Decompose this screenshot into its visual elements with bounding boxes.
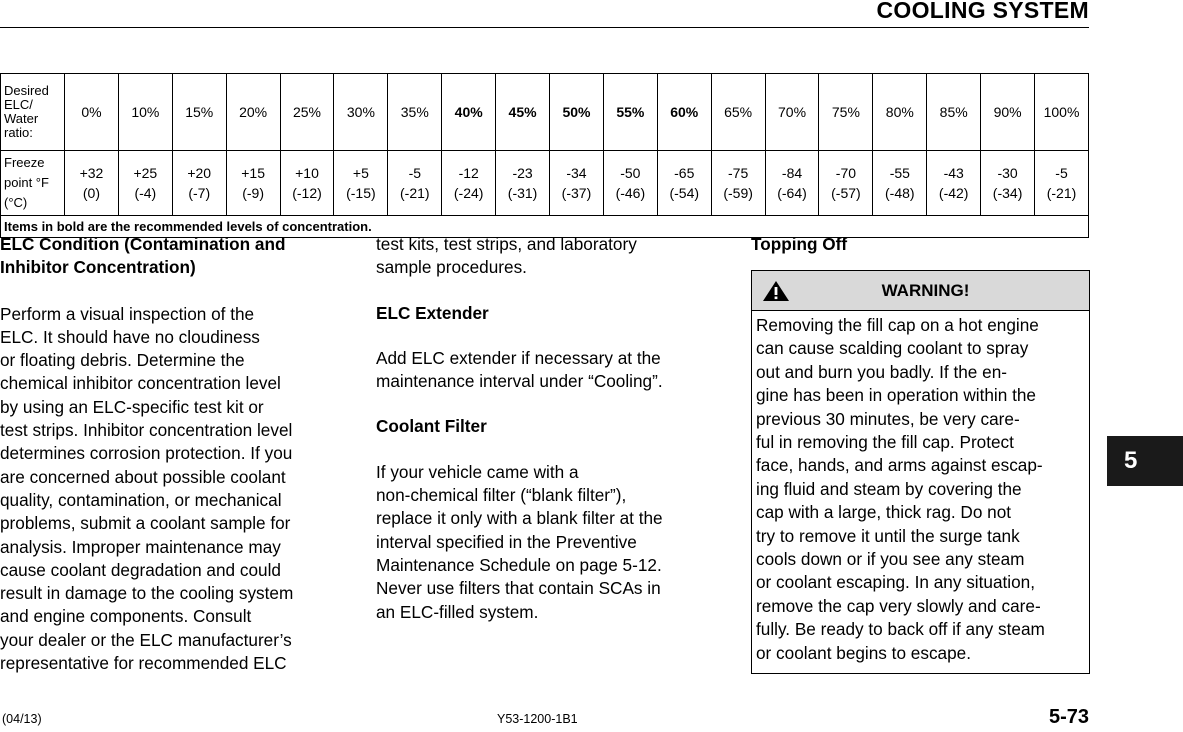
text-line: problems, submit a coolant sample for (0, 513, 291, 534)
freeze-point-cell (711, 151, 765, 216)
column-topping-off (751, 233, 1091, 256)
concentration-cell: 10% (118, 74, 172, 151)
text-line: maintenance interval under “Cooling”. (376, 371, 663, 392)
section-heading-coolant-filter: Coolant Filter (376, 416, 487, 437)
text-line: are concerned about possible coolant (0, 466, 286, 487)
concentration-cell: 80% (873, 74, 927, 151)
freeze-f-value: +32 (79, 165, 104, 181)
warning-body (752, 311, 1089, 665)
freeze-point-cell (118, 151, 172, 216)
freeze-f-value: -12 (458, 165, 479, 181)
coolant-filter-body (376, 461, 721, 624)
text-line: Maintenance Schedule on page 5-12. (376, 554, 662, 575)
freeze-point-cell (927, 151, 981, 216)
freeze-label-line: Freeze (4, 155, 45, 170)
freeze-f-value: +10 (295, 165, 319, 181)
text-line: Removing the fill cap on a hot engine (756, 315, 1039, 335)
freeze-c-value: (0) (82, 185, 100, 201)
freeze-point-cell (65, 151, 119, 216)
section-heading-elc-condition (0, 233, 345, 280)
freeze-point-cell (1035, 151, 1089, 216)
freeze-c-value: (-54) (669, 185, 700, 201)
ratio-label-line: Desired (4, 83, 49, 98)
freeze-point-cell (550, 151, 604, 216)
concentration-cell: 0% (65, 74, 119, 151)
freeze-row-label (1, 151, 65, 216)
freeze-point-cell (981, 151, 1035, 216)
warning-box (751, 270, 1090, 674)
text-line: your dealer or the ELC manufacturer’s (0, 629, 292, 650)
text-line: ful in removing the fill cap. Protect (756, 432, 1014, 453)
freeze-f-value: -43 (943, 165, 964, 181)
freeze-c-value: (-21) (400, 185, 430, 201)
page-title: COOLING SYSTEM (876, 0, 1089, 23)
freeze-f-value: +20 (187, 165, 212, 181)
page-number: 5-73 (1048, 706, 1089, 728)
warning-label: WARNING! (881, 281, 970, 300)
concentration-cell: 85% (927, 74, 981, 151)
text-line: result in damage to the cooling system (0, 583, 294, 604)
heading-line: ELC Condition (Contamination and (0, 234, 286, 254)
text-line: ELC. It should have no cloudiness (0, 326, 260, 347)
freeze-c-value: (-31) (507, 185, 538, 201)
concentration-cell: 100% (1035, 74, 1089, 151)
freeze-point-cell (388, 151, 442, 216)
freeze-f-value: -23 (512, 165, 533, 181)
freeze-f-value: -5 (1055, 165, 1068, 181)
freeze-f-value: -65 (674, 165, 695, 181)
text-line: or coolant escaping. In any situation, (756, 572, 1035, 593)
freeze-f-value: +5 (352, 165, 369, 181)
ratio-label-line: ELC/ (4, 97, 33, 112)
warning-header (752, 271, 1089, 311)
text-line: try to remove it until the surge tank (756, 525, 1020, 546)
freeze-f-value: -70 (835, 165, 857, 181)
freeze-point-cell (765, 151, 819, 216)
text-line: non-chemical filter (“blank filter”), (376, 485, 627, 506)
freeze-c-value: (-7) (188, 185, 211, 201)
text-line: If your vehicle came with a (376, 461, 579, 482)
ratio-row-label (1, 74, 65, 151)
freeze-point-cell (496, 151, 550, 216)
ratio-label-line: Water (4, 111, 39, 126)
freeze-f-value: +25 (133, 165, 158, 181)
freeze-c-value: (-4) (134, 185, 157, 201)
freeze-c-value: (-9) (242, 185, 264, 201)
concentration-cell: 35% (388, 74, 442, 151)
column-elc-condition (0, 233, 345, 675)
text-line: determines corrosion protection. If you (0, 443, 293, 464)
freeze-c-value: (-57) (831, 185, 861, 201)
table-note: Items in bold are the recommended levels of concentration. (1, 216, 1089, 238)
footer-doc-number: Y53-1200-1B1 (497, 712, 578, 726)
freeze-label-line: point °F (4, 175, 49, 190)
text-line: ing fluid and steam by covering the (756, 478, 1022, 499)
concentration-cell: 25% (280, 74, 334, 151)
text-line: or floating debris. Determine the (0, 350, 245, 371)
text-line: by using an ELC-specific test kit or (0, 396, 264, 417)
freeze-point-cell (442, 151, 496, 216)
text-line: gine has been in operation within the (756, 385, 1036, 406)
text-line: Never use filters that contain SCAs in (376, 578, 661, 599)
freeze-c-value: (-48) (885, 185, 915, 201)
concentration-table (0, 73, 1089, 238)
text-line: cause coolant degradation and could (0, 559, 281, 580)
freeze-c-value: (-15) (346, 185, 376, 201)
concentration-cell: 75% (819, 74, 873, 151)
freeze-c-value: (-21) (1046, 185, 1077, 201)
text-line: cap with a large, thick rag. Do not (756, 502, 1012, 523)
text-line: remove the cap very slowly and care- (756, 595, 1041, 616)
freeze-f-value: +15 (241, 165, 265, 181)
concentration-cell: 40% (442, 74, 496, 151)
header-rule (0, 27, 1089, 28)
freeze-c-value: (-42) (938, 185, 969, 201)
text-line: replace it only with a blank filter at the (376, 508, 663, 529)
freeze-c-value: (-34) (992, 185, 1023, 201)
text-line: sample procedures. (376, 257, 527, 278)
freeze-c-value: (-12) (292, 185, 322, 201)
freeze-c-value: (-37) (561, 185, 592, 201)
freeze-point-cell (657, 151, 711, 216)
footer-date: (04/13) (2, 712, 42, 726)
concentration-cell: 70% (765, 74, 819, 151)
concentration-cell: 45% (496, 74, 550, 151)
concentration-cell: 15% (172, 74, 226, 151)
freeze-f-value: -34 (566, 165, 587, 181)
text-line: chemical inhibitor concentration level (0, 373, 281, 394)
concentration-cell: 90% (981, 74, 1035, 151)
extender-body (376, 347, 721, 394)
freeze-f-value: -75 (728, 165, 749, 181)
concentration-cell: 55% (603, 74, 657, 151)
freeze-point-cell (873, 151, 927, 216)
concentration-cell: 30% (334, 74, 388, 151)
text-line: quality, contamination, or mechanical (0, 489, 282, 510)
text-line: analysis. Improper maintenance may (0, 536, 281, 557)
freeze-f-value: -50 (620, 165, 641, 181)
ratio-label-line: ratio: (4, 125, 33, 140)
ratio-row (1, 74, 1089, 151)
freeze-point-cell (334, 151, 388, 216)
text-line: representative for recommended ELC (0, 653, 287, 674)
concentration-cell: 65% (711, 74, 765, 151)
text-line: previous 30 minutes, be very care- (756, 408, 1020, 429)
concentration-cell: 60% (657, 74, 711, 151)
freeze-row (1, 151, 1089, 216)
text-line: test kits, test strips, and laboratory (376, 234, 637, 254)
freeze-point-cell (603, 151, 657, 216)
text-line: Add ELC extender if necessary at the (376, 347, 661, 368)
text-line: and engine components. Consult (0, 606, 252, 627)
freeze-f-value: -55 (889, 165, 910, 181)
text-line: an ELC-filled system. (376, 601, 539, 622)
section-tab (1107, 436, 1183, 486)
freeze-c-value: (-64) (777, 185, 807, 201)
text-line: or coolant begins to escape. (756, 642, 971, 663)
text-line: test strips. Inhibitor concentration level (0, 420, 293, 441)
freeze-f-value: -84 (781, 165, 803, 181)
heading-line: Inhibitor Concentration) (0, 257, 196, 278)
freeze-point-cell (819, 151, 873, 216)
text-line: interval specified in the Preventive (376, 531, 637, 552)
text-line: cools down or if you see any steam (756, 549, 1025, 570)
text-line: fully. Be ready to back off if any steam (756, 619, 1045, 640)
freeze-f-value: -5 (408, 165, 422, 181)
freeze-point-cell (280, 151, 334, 216)
section-heading-topping-off: Topping Off (751, 234, 848, 254)
freeze-c-value: (-24) (453, 185, 484, 201)
freeze-c-value: (-46) (615, 185, 646, 201)
text-line: face, hands, and arms against escap- (756, 455, 1043, 476)
concentration-cell: 20% (226, 74, 280, 151)
elc-condition-body (0, 303, 345, 676)
section-heading-elc-extender: ELC Extender (376, 302, 489, 323)
column-extender-filter (376, 233, 721, 624)
section-tab-label: 5 (1124, 447, 1138, 474)
freeze-f-value: -30 (997, 165, 1018, 181)
freeze-label-line: (°C) (4, 195, 28, 210)
text-line: can cause scalding coolant to spray (756, 338, 1029, 359)
text-line: Perform a visual inspection of the (0, 303, 255, 324)
concentration-cell: 50% (550, 74, 604, 151)
freeze-point-cell (226, 151, 280, 216)
text-line: out and burn you badly. If the en- (756, 361, 1007, 382)
freeze-c-value: (-59) (723, 185, 753, 201)
freeze-point-cell (172, 151, 226, 216)
